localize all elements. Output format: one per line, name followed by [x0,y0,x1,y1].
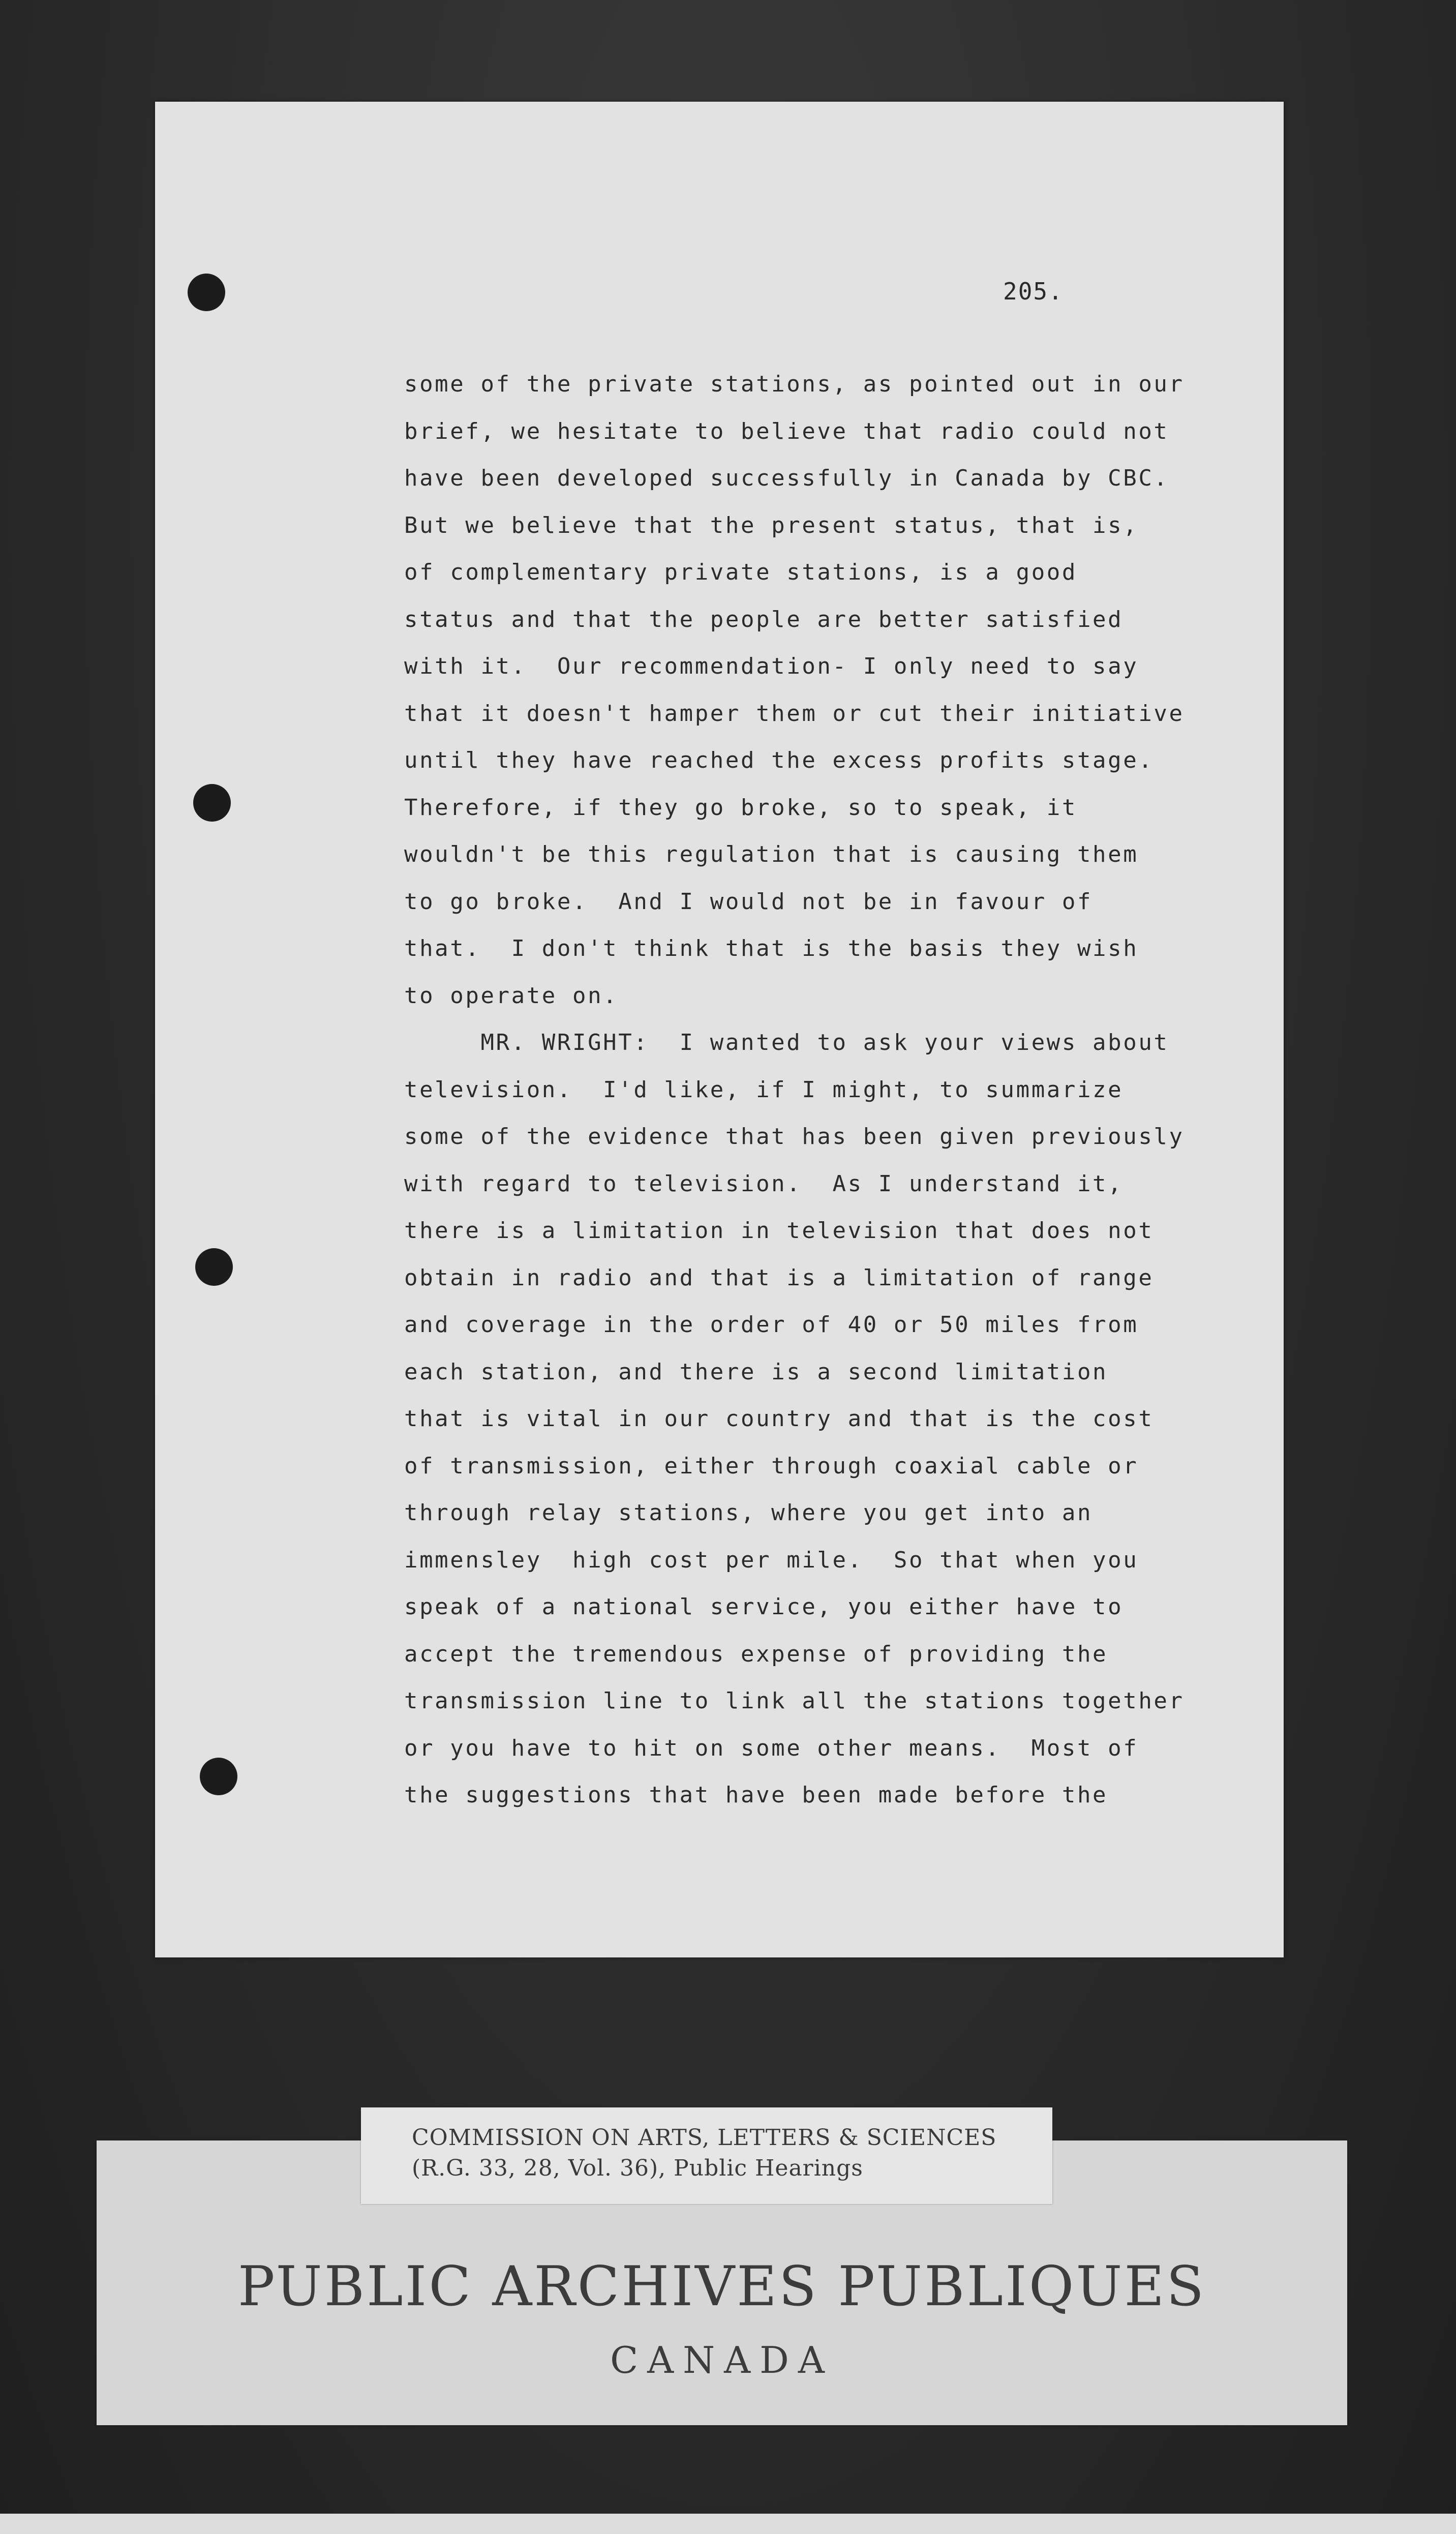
transcript-line: brief, we hesitate to believe that radio could not [404,418,1169,444]
archive-card [97,2125,1347,2425]
archive-title: PUBLIC ARCHIVES PUBLIQUES [237,2255,1206,2318]
transcript-line: each station, and there is a second limitation [404,1359,1108,1385]
punch-hole [195,1248,233,1286]
film-frame-edge [0,2514,1456,2534]
transcript-line: some of the evidence that has been given previously [404,1124,1185,1150]
transcript-line: accept the tremendous expense of providing the [404,1641,1108,1667]
transcript-line: that. I don't think that is the basis they wish [404,936,1139,961]
transcript-line: to go broke. And I would not be in favour of [404,888,1093,915]
transcript-line: there is a limitation in television that does not [404,1218,1154,1244]
transcript-line: some of the private stations, as pointed out in our [404,371,1185,397]
transcript-line: television. I'd like, if I might, to summarize [404,1076,1124,1103]
transcript-line: or you have to hit on some other means. Most of [404,1735,1139,1761]
transcript-line: with it. Our recommendation- I only need to say [404,653,1139,679]
transcript-line: speak of a national service, you either have to [404,1594,1124,1620]
transcript-line: that it doesn't hamper them or cut their initiative [404,700,1185,727]
transcript-line: obtain in radio and that is a limitation of range [404,1264,1154,1291]
transcript-line: wouldn't be this regulation that is causing them [404,841,1139,867]
transcript-line: immensley high cost per mile. So that when you [404,1547,1139,1573]
transcript-line: through relay stations, where you get into an [404,1500,1093,1526]
transcript-line: have been developed successfully in Canada by CBC. [404,465,1169,491]
transcript-line: that is vital in our country and that is the cost [404,1406,1154,1432]
punch-hole [200,1758,237,1795]
typed-page [155,102,1284,1957]
collection-label-line-1: COMMISSION ON ARTS, LETTERS & SCIENCES [412,2125,997,2151]
punch-hole [188,274,225,311]
collection-label [361,2107,1052,2204]
page-number: 205. [1003,278,1064,305]
transcript-line: But we believe that the present status, that is, [404,512,1139,538]
transcript-line: the suggestions that have been made before the [404,1782,1108,1808]
transcript-line: Therefore, if they go broke, so to speak, it [404,794,1077,821]
collection-label-line-2: (R.G. 33, 28, Vol. 36), Public Hearings [412,2155,863,2181]
transcript-line: and coverage in the order of 40 or 50 miles from [404,1312,1139,1338]
transcript-line: transmission line to link all the stations together [404,1688,1185,1714]
archive-subtitle: CANADA [610,2339,834,2381]
transcript-line: MR. WRIGHT: I wanted to ask your views about [404,1030,1169,1055]
transcript-line: to operate on. [404,982,619,1009]
transcript-line: of transmission, either through coaxial cable or [404,1453,1139,1479]
transcript-text [404,361,1218,1819]
punch-hole [193,784,231,822]
transcript-line: status and that the people are better satisfied [404,606,1124,632]
transcript-line: until they have reached the excess profits stage. [404,747,1154,773]
transcript-line: of complementary private stations, is a good [404,559,1077,585]
transcript-line: with regard to television. As I understand it, [404,1170,1124,1197]
